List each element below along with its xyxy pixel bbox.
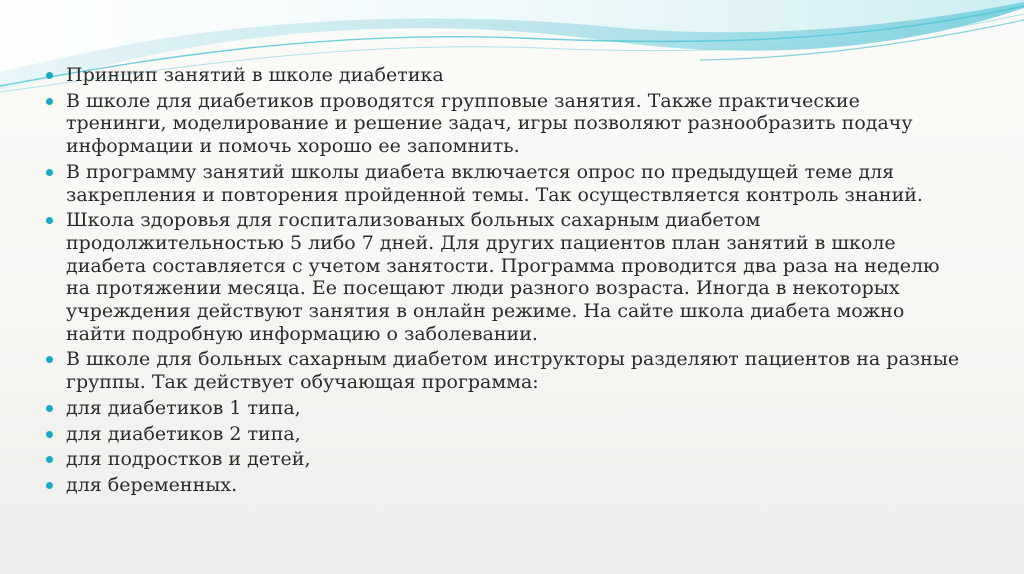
bullet-dot-icon	[46, 431, 53, 438]
bullet-text: для диабетиков 2 типа,	[66, 422, 301, 445]
bullet-text: для беременных.	[66, 473, 238, 496]
bullet-item	[46, 209, 966, 345]
bullet-text: Школа здоровья для госпитализованых больных сахарным диабетом продолжительностью 5 либо 7 дней. Для других пациентов план занятий в школе диабета составляется с учетом занятости. Программа проводится два раза на неделю на протяжении месяца. Ее посещают люди разного возраста. Иногда в некоторых учреждения действуют занятия в онлайн режиме. На сайте школа диабета можно найти подробную информацию о заболевании.	[66, 209, 940, 345]
bullet-item	[46, 397, 966, 420]
bullet-item	[46, 161, 966, 206]
bullet-item	[46, 423, 966, 446]
bullet-dot-icon	[46, 456, 53, 463]
slide-content	[46, 64, 966, 500]
bullet-text: В программу занятий школы диабета включается опрос по предыдущей теме для закрепления и повторения пройденной темы. Так осуществляется контроль знаний.	[66, 160, 923, 206]
bullet-item	[46, 348, 966, 393]
bullet-text: для диабетиков 1 типа,	[66, 396, 301, 419]
bullet-item	[46, 90, 966, 158]
bullet-list	[46, 64, 966, 497]
bullet-dot-icon	[46, 169, 53, 176]
bullet-text: В школе для больных сахарным диабетом инструкторы разделяют пациентов на разные группы. Так действует обучающая программа:	[66, 348, 960, 394]
bullet-text: для подростков и детей,	[66, 448, 311, 471]
bullet-dot-icon	[46, 98, 53, 105]
bullet-text: В школе для диабетиков проводятся групповые занятия. Также практические тренинги, моделирование и решение задач, игры позволяют разнообразить подачу информации и помочь хорошо ее запомнить.	[66, 89, 913, 158]
bullet-text: Принцип занятий в школе диабетика	[66, 64, 444, 86]
bullet-item	[46, 448, 966, 471]
bullet-dot-icon	[46, 72, 53, 79]
bullet-dot-icon	[46, 217, 53, 224]
bullet-dot-icon	[46, 482, 53, 489]
bullet-item	[46, 64, 966, 87]
bullet-dot-icon	[46, 356, 53, 363]
bullet-item	[46, 474, 966, 497]
bullet-dot-icon	[46, 405, 53, 412]
